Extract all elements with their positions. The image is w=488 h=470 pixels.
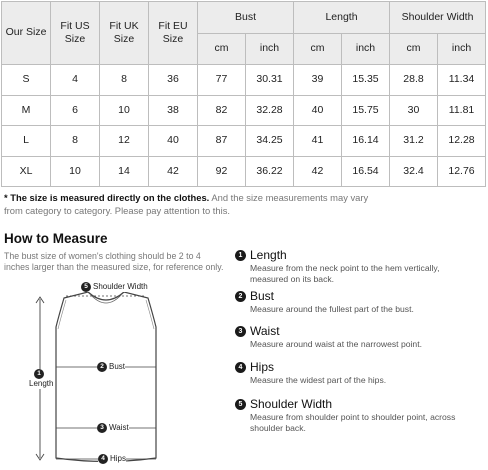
cell-length-inch: 15.35	[342, 65, 390, 96]
cell-shoulder-cm: 31.2	[390, 126, 438, 157]
cell-uk: 8	[100, 65, 149, 96]
size-note	[4, 192, 384, 217]
diagram-label-shoulder	[81, 282, 148, 292]
how-to-measure-description: The bust size of women's clothing should be 2 to 4 inches larger than the measured size, for reference only.	[4, 251, 224, 272]
cell-shoulder-inch: 12.76	[438, 156, 486, 187]
measure-name: Bust	[250, 289, 275, 303]
diagram-number-5: 5	[81, 282, 91, 292]
header-length: Length	[294, 2, 390, 34]
diagram-text-shoulder: Shoulder Width	[93, 282, 148, 291]
tank-top-diagram	[0, 275, 230, 470]
table-row	[2, 126, 486, 157]
cell-shoulder-inch: 11.34	[438, 65, 486, 96]
header-length-cm: cm	[294, 34, 342, 65]
cell-bust-cm: 87	[198, 126, 246, 157]
header-bust-cm: cm	[198, 34, 246, 65]
cell-shoulder-cm: 30	[390, 95, 438, 126]
diagram-label-bust	[97, 362, 125, 372]
cell-size: L	[2, 126, 51, 157]
cell-length-cm: 42	[294, 156, 342, 187]
cell-length-inch: 15.75	[342, 95, 390, 126]
measure-description: Measure from the neck point to the hem vertically, measured on its back.	[250, 263, 440, 284]
cell-length-cm: 40	[294, 95, 342, 126]
number-badge-1: 1	[235, 250, 246, 261]
cell-shoulder-inch: 12.28	[438, 126, 486, 157]
header-fit-us: Fit US Size	[51, 2, 100, 65]
measure-description: Measure from shoulder point to shoulder point, across shoulder back.	[250, 412, 456, 433]
cell-shoulder-inch: 11.81	[438, 95, 486, 126]
cell-uk: 14	[100, 156, 149, 187]
diagram-number-4: 4	[98, 454, 108, 464]
cell-length-inch: 16.14	[342, 126, 390, 157]
diagram-number-1: 1	[34, 369, 44, 379]
size-note-bold: * The size is measured directly on the clothes.	[4, 192, 210, 203]
cell-uk: 12	[100, 126, 149, 157]
cell-us: 6	[51, 95, 100, 126]
measure-description: Measure around the fullest part of the bust.	[250, 304, 414, 314]
measure-name: Waist	[250, 324, 280, 338]
header-shoulder-cm: cm	[390, 34, 438, 65]
measure-description: Measure the widest part of the hips.	[250, 375, 387, 385]
cell-size: M	[2, 95, 51, 126]
diagram-text-bust: Bust	[109, 362, 126, 371]
cell-eu: 42	[149, 156, 198, 187]
measure-description: Measure around waist at the narrowest point.	[250, 339, 422, 349]
cell-size: S	[2, 65, 51, 96]
table-row	[2, 65, 486, 96]
cell-bust-inch: 30.31	[246, 65, 294, 96]
header-bust: Bust	[198, 2, 294, 34]
tank-top-outline	[56, 292, 156, 462]
cell-eu: 40	[149, 126, 198, 157]
cell-size: XL	[2, 156, 51, 187]
cell-bust-inch: 36.22	[246, 156, 294, 187]
header-our-size: Our Size	[2, 2, 51, 65]
header-shoulder-width: Shoulder Width	[390, 2, 486, 34]
cell-bust-cm: 82	[198, 95, 246, 126]
header-fit-eu: Fit EU Size	[149, 2, 198, 65]
cell-length-cm: 39	[294, 65, 342, 96]
cell-bust-inch: 32.28	[246, 95, 294, 126]
cell-bust-inch: 34.25	[246, 126, 294, 157]
cell-shoulder-cm: 28.8	[390, 65, 438, 96]
size-chart-table	[1, 1, 486, 187]
measure-name: Length	[250, 248, 287, 262]
measure-name: Hips	[250, 360, 275, 374]
cell-length-inch: 16.54	[342, 156, 390, 187]
diagram-number-3: 3	[97, 423, 107, 433]
how-to-measure-title: How to Measure	[4, 231, 108, 246]
header-bust-inch: inch	[246, 34, 294, 65]
cell-us: 8	[51, 126, 100, 157]
diagram-text-waist: Waist	[109, 423, 129, 432]
cell-shoulder-cm: 32.4	[390, 156, 438, 187]
cell-eu: 38	[149, 95, 198, 126]
cell-length-cm: 41	[294, 126, 342, 157]
header-length-inch: inch	[342, 34, 390, 65]
number-badge-4: 4	[235, 362, 246, 373]
header-shoulder-inch: inch	[438, 34, 486, 65]
table-row	[2, 95, 486, 126]
table-row	[2, 156, 486, 187]
diagram-text-hips: Hips	[110, 454, 127, 463]
cell-bust-cm: 92	[198, 156, 246, 187]
diagram-number-2: 2	[97, 362, 107, 372]
size-note-rest: And the size measurements may vary from category to category. Please pay attention to this.	[4, 192, 369, 216]
diagram-text-length: Length	[29, 379, 54, 388]
number-badge-3: 3	[235, 326, 246, 337]
cell-eu: 36	[149, 65, 198, 96]
diagram-label-hips	[98, 454, 126, 464]
diagram-label-waist	[97, 423, 129, 433]
measure-name: Shoulder Width	[250, 397, 333, 411]
cell-uk: 10	[100, 95, 149, 126]
number-badge-2: 2	[235, 291, 246, 302]
cell-us: 10	[51, 156, 100, 187]
header-fit-uk: Fit UK Size	[100, 2, 149, 65]
cell-bust-cm: 77	[198, 65, 246, 96]
diagram-label-length	[29, 369, 53, 389]
number-badge-5: 5	[235, 399, 246, 410]
cell-us: 4	[51, 65, 100, 96]
